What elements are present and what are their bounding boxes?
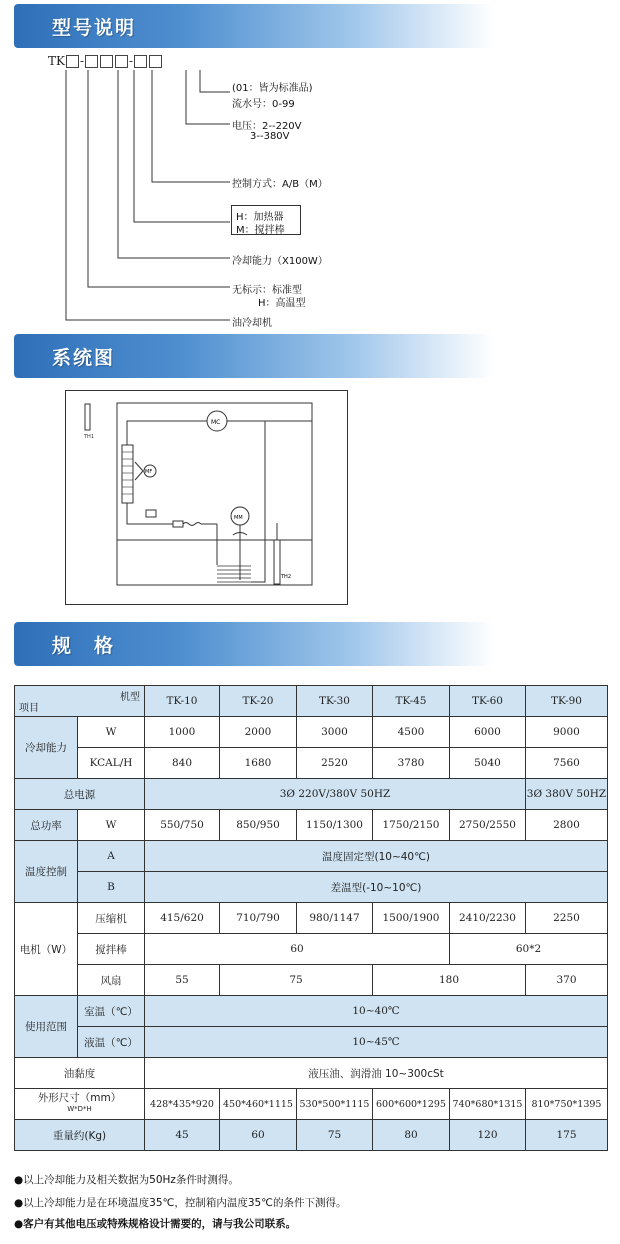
table-cell: 4500 xyxy=(373,717,450,748)
table-cell: 450*460*1115 xyxy=(220,1089,297,1120)
table-cell: 415/620 xyxy=(145,903,220,934)
liquid-temp-label: 液温（℃） xyxy=(78,1027,145,1058)
table-cell: 60 xyxy=(145,934,450,965)
table-cell: 370 xyxy=(526,965,608,996)
table-cell: 45 xyxy=(145,1120,220,1151)
th2-label: TH2 xyxy=(281,574,291,580)
table-cell: 1680 xyxy=(220,748,297,779)
size-label: 外形尺寸（mm） xyxy=(37,1092,122,1104)
section-banner-spec xyxy=(14,622,494,666)
table-cell: 120 xyxy=(450,1120,526,1151)
total-power-unit: W xyxy=(78,810,145,841)
table-cell: 9000 xyxy=(526,717,608,748)
total-power-label: 总功率 xyxy=(15,810,78,841)
model-col: TK-60 xyxy=(450,686,526,717)
table-cell: 550/750 xyxy=(145,810,220,841)
label-high-temp-type: H：高温型 xyxy=(258,298,306,309)
note-2: ●以上冷却能力是在环境温度35℃，控制箱内温度35℃的条件下测得。 xyxy=(14,1197,347,1209)
temp-control-a-value: 温度固定型(10~40℃) xyxy=(145,841,608,872)
model-prefix: TK xyxy=(48,54,65,68)
power-label: 总电源 xyxy=(15,779,145,810)
label-standard: (01：皆为标准品) xyxy=(232,83,313,94)
table-cell: 3000 xyxy=(297,717,373,748)
table-cell: 850/950 xyxy=(220,810,297,841)
note-1: ●以上冷却能力及相关数据为50Hz条件时测得。 xyxy=(14,1174,239,1186)
label-voltage-380: 3--380V xyxy=(250,131,290,142)
motor-label: 电机（W） xyxy=(15,903,78,996)
table-cell: 75 xyxy=(220,965,373,996)
label-voltage: 电压：2--220V xyxy=(232,121,302,132)
table-cell: 2750/2550 xyxy=(450,810,526,841)
section-title-model: 型号说明 xyxy=(52,17,137,39)
stirrer-label: 搅拌棒 xyxy=(78,934,145,965)
compressor-label: 压缩机 xyxy=(78,903,145,934)
header-model: 机型 xyxy=(120,692,140,703)
table-cell: 1750/2150 xyxy=(373,810,450,841)
mm-label: MM xyxy=(234,515,243,521)
code-sep: - xyxy=(79,54,85,68)
model-leader-lines xyxy=(0,0,620,340)
mf-label: MF xyxy=(145,469,153,475)
table-cell: 80 xyxy=(373,1120,450,1151)
room-temp-label: 室温（℃） xyxy=(78,996,145,1027)
model-col: TK-90 xyxy=(526,686,608,717)
model-col: TK-20 xyxy=(220,686,297,717)
table-cell: 710/790 xyxy=(220,903,297,934)
cooling-w-unit: W xyxy=(78,717,145,748)
cooling-kcal-unit: KCAL/H xyxy=(78,748,145,779)
table-row xyxy=(15,872,608,903)
table-cell: 75 xyxy=(297,1120,373,1151)
label-standard-type: 无标示：标准型 xyxy=(232,285,302,296)
table-cell: 3780 xyxy=(373,748,450,779)
header-diagonal-cell xyxy=(15,686,145,717)
range-label: 使用范围 xyxy=(15,996,78,1058)
table-cell: 7560 xyxy=(526,748,608,779)
table-cell: 980/1147 xyxy=(297,903,373,934)
table-cell: 2000 xyxy=(220,717,297,748)
table-row xyxy=(15,717,608,748)
table-cell: 2250 xyxy=(526,903,608,934)
model-col: TK-10 xyxy=(145,686,220,717)
weight-label: 重量约(Kg) xyxy=(15,1120,145,1151)
note-3: ●客户有其他电压或特殊规格设计需要的，请与我公司联系。 xyxy=(14,1218,297,1230)
model-col: TK-45 xyxy=(373,686,450,717)
power-tk90: 3Ø 380V 50HZ xyxy=(526,779,608,810)
code-sep: - xyxy=(129,54,134,68)
table-row xyxy=(15,1089,608,1120)
th1-label: TH1 xyxy=(84,434,94,440)
temp-control-b-value: 差温型(-10~10℃) xyxy=(145,872,608,903)
table-row xyxy=(15,1027,608,1058)
table-cell: 6000 xyxy=(450,717,526,748)
table-cell: 1150/1300 xyxy=(297,810,373,841)
size-label-cell xyxy=(15,1089,145,1120)
label-control-mode: 控制方式：A/B（M） xyxy=(232,179,328,190)
system-diagram xyxy=(65,390,349,606)
table-cell: 5040 xyxy=(450,748,526,779)
table-row xyxy=(15,810,608,841)
power-common: 3Ø 220V/380V 50HZ xyxy=(145,779,526,810)
table-row xyxy=(15,841,608,872)
table-row xyxy=(15,965,608,996)
temp-control-label: 温度控制 xyxy=(15,841,78,903)
viscosity-value: 液压油、润滑油 10~300cSt xyxy=(145,1058,608,1089)
spec-table xyxy=(14,685,608,1151)
table-cell: 2410/2230 xyxy=(450,903,526,934)
table-cell: 840 xyxy=(145,748,220,779)
table-cell: 175 xyxy=(526,1120,608,1151)
table-row xyxy=(15,779,608,810)
temp-control-a: A xyxy=(78,841,145,872)
model-col: TK-30 xyxy=(297,686,373,717)
table-row xyxy=(15,686,608,717)
label-serial: 流水号：0-99 xyxy=(232,99,295,110)
label-stirrer: M：搅拌棒 xyxy=(236,225,285,236)
table-cell: 1500/1900 xyxy=(373,903,450,934)
table-cell: 810*750*1395 xyxy=(526,1089,608,1120)
table-cell: 2800 xyxy=(526,810,608,841)
table-cell: 60*2 xyxy=(450,934,608,965)
table-row xyxy=(15,1058,608,1089)
table-cell: 740*680*1315 xyxy=(450,1089,526,1120)
table-row xyxy=(15,934,608,965)
section-banner-system xyxy=(14,334,494,378)
table-row xyxy=(15,996,608,1027)
label-heater: H：加热器 xyxy=(236,212,284,223)
table-cell: 530*500*1115 xyxy=(297,1089,373,1120)
label-oil-cooler: 油冷却机 xyxy=(232,318,272,329)
table-cell: 180 xyxy=(373,965,526,996)
table-row xyxy=(15,903,608,934)
table-row xyxy=(15,748,608,779)
table-cell: 2520 xyxy=(297,748,373,779)
header-item: 项目 xyxy=(19,703,39,714)
mc-label: MC xyxy=(211,419,221,426)
temp-control-b: B xyxy=(78,872,145,903)
cooling-label: 冷却能力 xyxy=(15,717,78,779)
table-cell: 55 xyxy=(145,965,220,996)
table-row xyxy=(15,1120,608,1151)
label-cooling-capacity: 冷却能力（X100W） xyxy=(232,256,328,267)
section-title-spec: 规 格 xyxy=(52,635,116,657)
table-cell: 60 xyxy=(220,1120,297,1151)
table-cell: 428*435*920 xyxy=(145,1089,220,1120)
size-sub: W*D*H xyxy=(67,1105,92,1113)
room-temp-value: 10~40℃ xyxy=(145,996,608,1027)
fan-label: 风扇 xyxy=(78,965,145,996)
section-title-system: 系统图 xyxy=(52,347,116,369)
liquid-temp-value: 10~45℃ xyxy=(145,1027,608,1058)
table-cell: 1000 xyxy=(145,717,220,748)
viscosity-label: 油黏度 xyxy=(15,1058,145,1089)
table-cell: 600*600*1295 xyxy=(373,1089,450,1120)
